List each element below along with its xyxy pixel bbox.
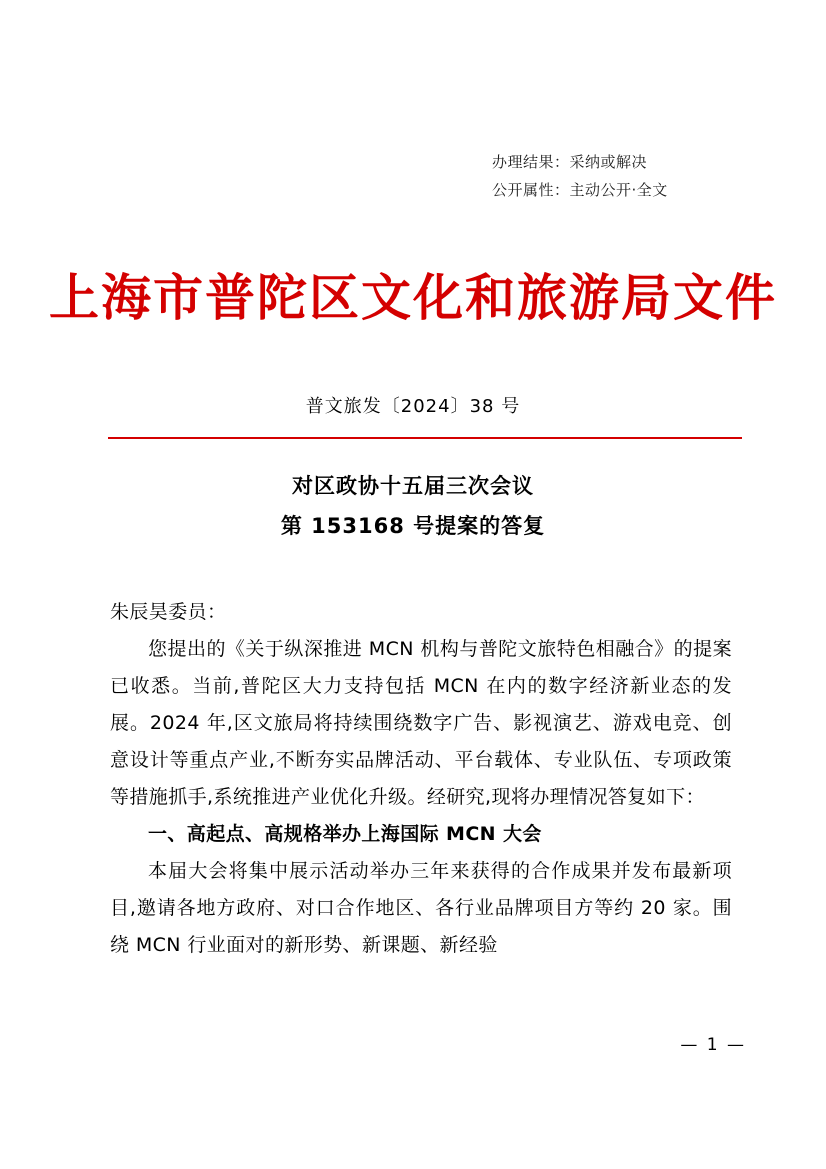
page-number [0, 1035, 826, 1055]
document-body [110, 594, 732, 964]
body-paragraph-2: 本届大会将集中展示活动举办三年来获得的合作成果并发布最新项目,邀请各地方政府、对口合作地区、各行业品牌项目方等约 20 家。围绕 MCN 行业面对的新形势、新课题、新经验 [110, 860, 732, 956]
page-number-label: — 1 — [680, 1035, 746, 1055]
body-paragraph-1: 您提出的《关于纵深推进 MCN 机构与普陀文旅特色相融合》的提案已收悉。当前,普陀区大力支持包括 MCN 在内的数字经济新业态的发展。2024 年,区文旅局将持续围绕数字广告、影视演艺、游戏电竞、创意设计等重点产业,不断夯实品牌活动、平台载体、专业队伍、专项政策等措施抓手,系统推进产业优化升级。经研究,现将办理情况答复如下： [110, 638, 732, 808]
meta-disclosure-attribute: 公开属性：主动公开·全文 [492, 181, 668, 199]
red-divider [108, 437, 742, 439]
meta-handling-result: 办理结果：采纳或解决 [492, 153, 648, 171]
document-meta [492, 148, 668, 204]
subject-line-2: 第 153168 号提案的答复 [280, 514, 546, 538]
document-title: 上海市普陀区文化和旅游局文件 [49, 268, 777, 327]
document-number: 普文旅发〔2024〕38 号 [305, 396, 521, 417]
subject-line-1: 对区政协十五届三次会议 [292, 474, 534, 498]
body-heading-1: 一、高起点、高规格举办上海国际 MCN 大会 [148, 823, 542, 845]
document-subject [0, 466, 826, 546]
salutation: 朱辰昊委员： [110, 601, 227, 623]
